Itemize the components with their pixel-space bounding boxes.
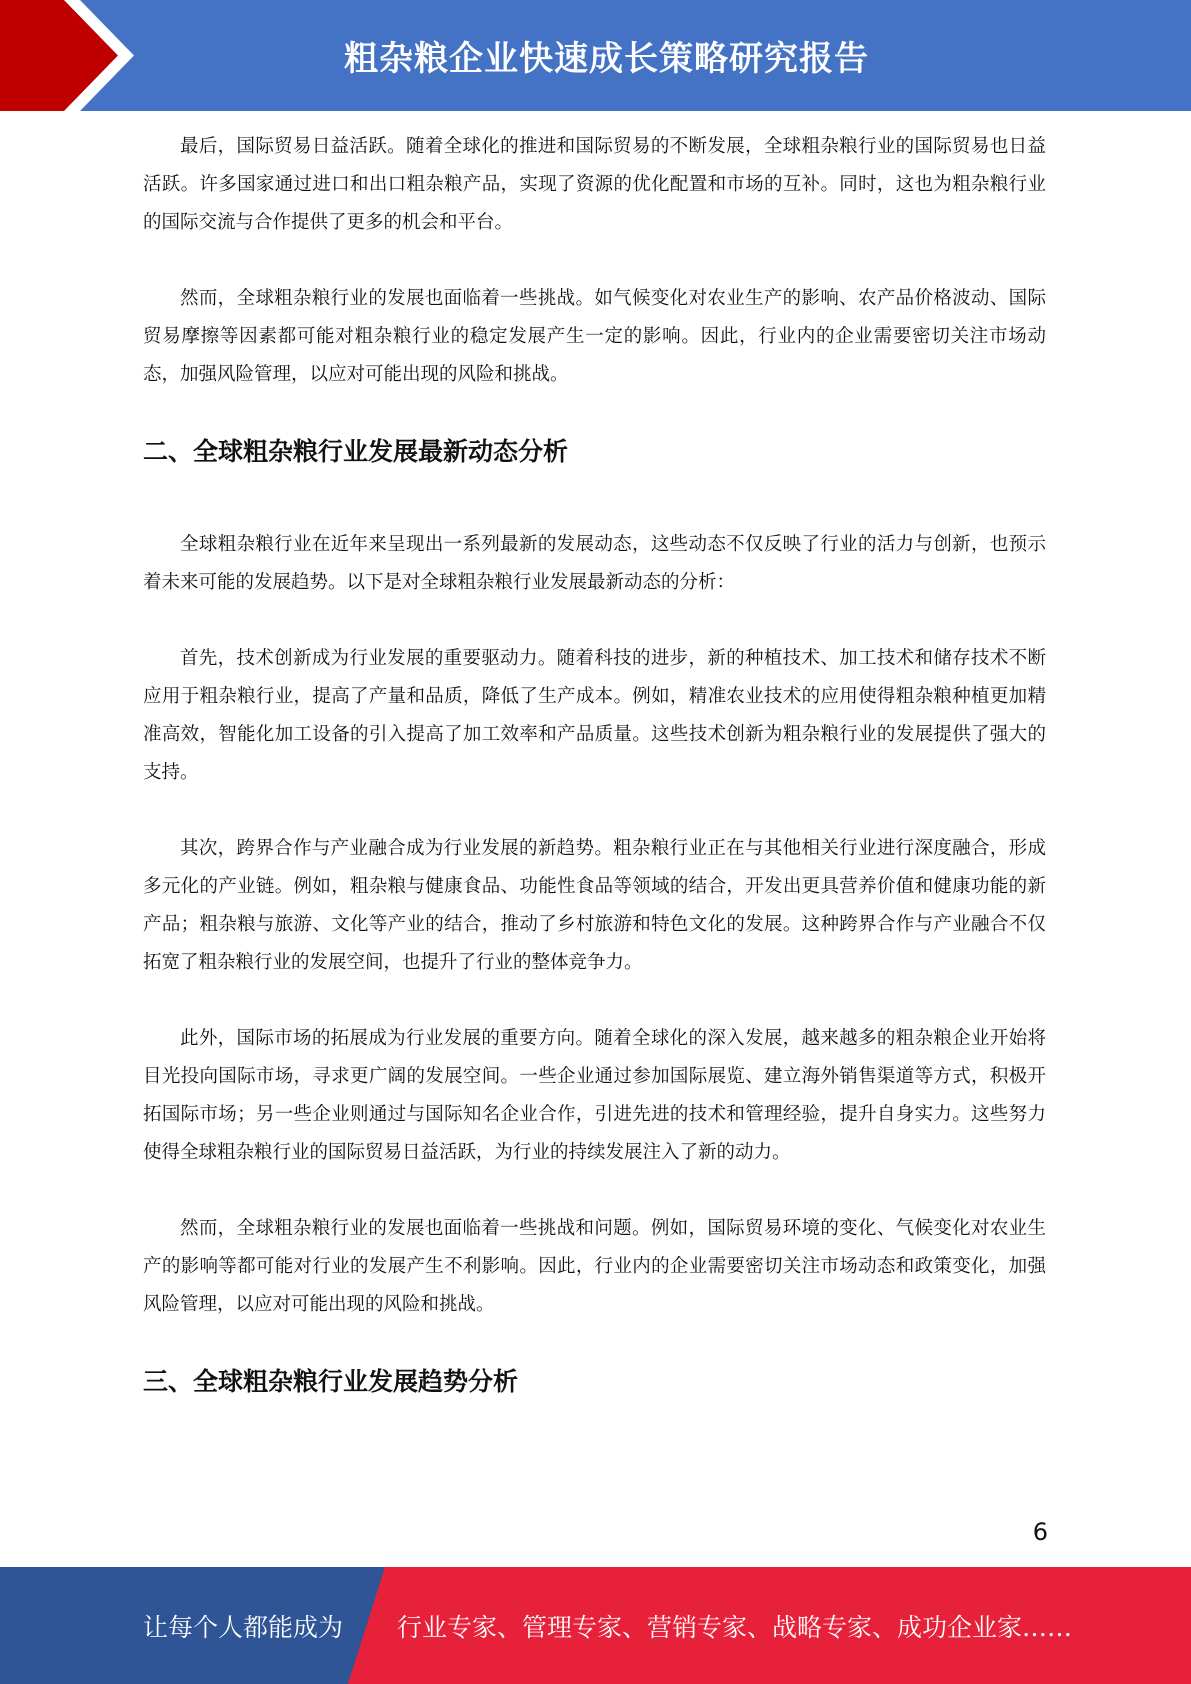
paragraph: 此外，国际市场的拓展成为行业发展的重要方向。随着全球化的深入发展，越来越多的粗杂粮企业开始将目光投向国际市场，寻求更广阔的发展空间。一些企业通过参加国际展览、建立海外销售渠道等方式，积极开拓国际市场；另一些企业则通过与国际知名企业合作，引进先进的技术和管理经验，提升自身实力。这些努力使得全球粗杂粮行业的国际贸易日益活跃，为行业的持续发展注入了新的动力。 (143, 1028, 1046, 1163)
section-heading-two: 二、全球粗杂粮行业发展最新动态分析 (143, 437, 569, 466)
footer-slogan-right: 行业专家、管理专家、营销专家、战略专家、成功企业家…… (397, 1612, 1073, 1642)
paragraph: 然而，全球粗杂粮行业的发展也面临着一些挑战和问题。例如，国际贸易环境的变化、气候变化对农业生产的影响等都可能对行业的发展产生不利影响。因此，行业内的企业需要密切关注市场动态和政策变化，加强风险管理，以应对可能出现的风险和挑战。 (143, 1218, 1046, 1315)
section-heading-three: 三、全球粗杂粮行业发展趋势分析 (143, 1367, 519, 1396)
report-title (0, 0, 1191, 111)
page-footer (0, 1567, 1191, 1684)
page-header (0, 0, 1191, 111)
paragraph: 其次，跨界合作与产业融合成为行业发展的新趋势。粗杂粮行业正在与其他相关行业进行深度融合，形成多元化的产业链。例如，粗杂粮与健康食品、功能性食品等领域的结合，开发出更具营养价值和健康功能的新产品；粗杂粮与旅游、文化等产业的结合，推动了乡村旅游和特色文化的发展。这种跨界合作与产业融合不仅拓宽了粗杂粮行业的发展空间，也提升了行业的整体竞争力。 (143, 838, 1046, 973)
paragraph: 首先，技术创新成为行业发展的重要驱动力。随着科技的进步，新的种植技术、加工技术和储存技术不断应用于粗杂粮行业，提高了产量和品质，降低了生产成本。例如，精准农业技术的应用使得粗杂粮种植更加精准高效，智能化加工设备的引入提高了加工效率和产品质量。这些技术创新为粗杂粮行业的发展提供了强大的支持。 (143, 648, 1046, 783)
document-body (143, 128, 1046, 1402)
footer-slogan-left: 让每个人都能成为 (143, 1612, 344, 1642)
paragraph: 最后，国际贸易日益活跃。随着全球化的推进和国际贸易的不断发展，全球粗杂粮行业的国际贸易也日益活跃。许多国家通过进口和出口粗杂粮产品，实现了资源的优化配置和市场的互补。同时，这也为粗杂粮行业的国际交流与合作提供了更多的机会和平台。 (143, 136, 1046, 233)
paragraph: 全球粗杂粮行业在近年来呈现出一系列最新的发展动态，这些动态不仅反映了行业的活力与创新，也预示着未来可能的发展趋势。以下是对全球粗杂粮行业发展最新动态的分析： (143, 534, 1046, 593)
report-title-text: 粗杂粮企业快速成长策略研究报告 (344, 39, 869, 79)
page-number: 6 (1032, 1518, 1048, 1546)
paragraph: 然而，全球粗杂粮行业的发展也面临着一些挑战。如气候变化对农业生产的影响、农产品价格波动、国际贸易摩擦等因素都可能对粗杂粮行业的稳定发展产生一定的影响。因此，行业内的企业需要密切关注市场动态，加强风险管理，以应对可能出现的风险和挑战。 (143, 288, 1046, 385)
